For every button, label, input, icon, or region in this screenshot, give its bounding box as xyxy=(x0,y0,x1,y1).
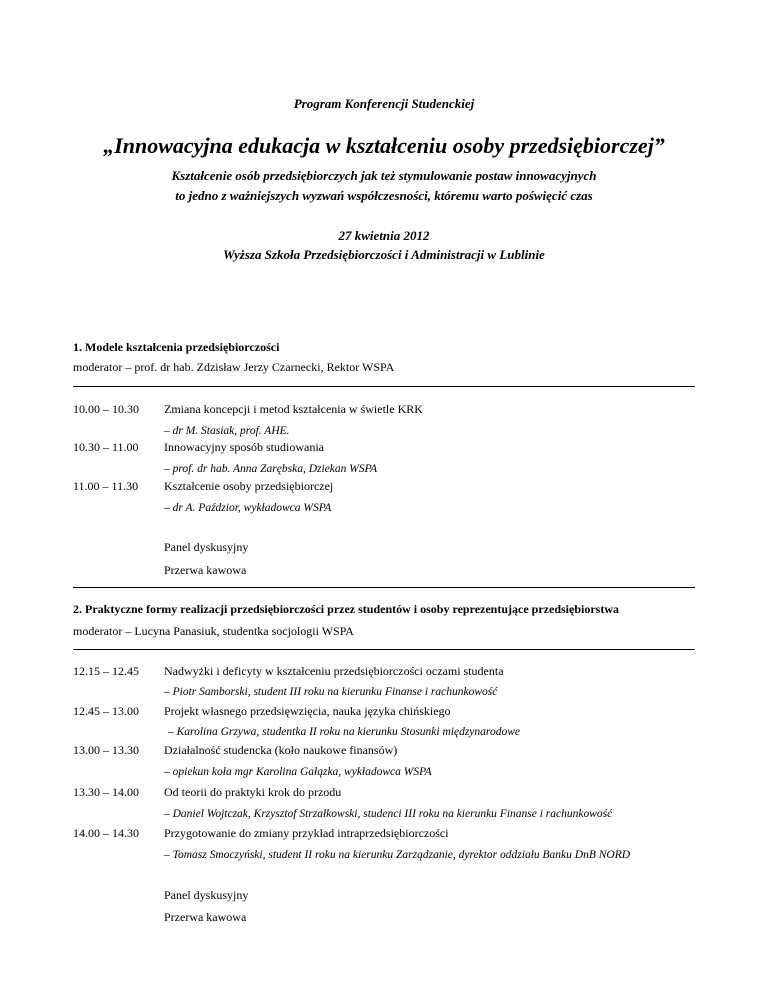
session-topic: Od teorii do praktyki krok do przodu xyxy=(164,785,342,799)
session-time: 12.45 – 13.00 xyxy=(73,704,139,718)
section-2-moderator: moderator – Lucyna Panasiuk, studentka socjologii WSPA xyxy=(73,624,354,638)
session-speaker: – Tomasz Smoczyński, student II roku na kierunku Zarządzanie, dyrektor oddziału Banku DnB NORD xyxy=(164,849,631,861)
session-topic: Kształcenie osoby przedsiębiorczej xyxy=(164,479,334,493)
section-1-panel: Panel dyskusyjny xyxy=(164,540,249,554)
session-topic: Nadwyżki i deficyty w kształceniu przedsiębiorczości oczami studenta xyxy=(164,664,504,678)
subtitle-line-1: Kształcenie osób przedsiębiorczych jak też stymulowanie postaw innowacyjnych xyxy=(171,168,597,183)
session-topic: Zmiana koncepcji i metod kształcenia w świetle KRK xyxy=(164,402,423,416)
section-2-title: 2. Praktyczne formy realizacji przedsiębiorczości przez studentów i osoby reprezentujące przedsiębiorstwa xyxy=(73,602,619,616)
session-speaker: – Daniel Wojtczak, Krzysztof Strzałkowski, studenci III roku na kierunku Finanse i rachunkowość xyxy=(164,808,613,820)
session-topic: Innowacyjny sposób studiowania xyxy=(164,440,324,454)
session-time: 13.30 – 14.00 xyxy=(73,785,139,799)
conference-venue: Wyższa Szkoła Przedsiębiorczości i Administracji w Lublinie xyxy=(223,247,545,262)
session-speaker: – prof. dr hab. Anna Zarębska, Dziekan WSPA xyxy=(164,463,378,475)
subtitle-line-2: to jedno z ważniejszych wyzwań współczesności, któremu warto poświęcić czas xyxy=(175,188,593,203)
section-1-divider xyxy=(73,386,695,387)
section-2-panel: Panel dyskusyjny xyxy=(164,888,249,902)
section-1-moderator: moderator – prof. dr hab. Zdzisław Jerzy Czarnecki, Rektor WSPA xyxy=(73,360,395,374)
section-2-break: Przerwa kawowa xyxy=(164,910,247,924)
section-2-divider xyxy=(73,649,695,650)
conference-title: „Innowacyjna edukacja w kształceniu osoby przedsiębiorczej” xyxy=(103,133,665,158)
session-speaker: – opiekun koła mgr Karolina Gałązka, wykładowca WSPA xyxy=(164,766,432,778)
session-time: 12.15 – 12.45 xyxy=(73,664,139,678)
session-speaker: – dr M. Stasiak, prof. AHE. xyxy=(164,425,290,437)
conference-date: 27 kwietnia 2012 xyxy=(338,228,430,243)
session-topic: Działalność studencka (koło naukowe finansów) xyxy=(164,743,398,757)
section-1-break: Przerwa kawowa xyxy=(164,563,247,577)
session-speaker: – Piotr Samborski, student III roku na kierunku Finanse i rachunkowość xyxy=(164,686,498,698)
session-speaker: – Karolina Grzywa, studentka II roku na kierunku Stosunki międzynarodowe xyxy=(168,726,520,738)
session-time: 11.00 – 11.30 xyxy=(73,479,139,493)
session-speaker: – dr A. Paździor, wykładowca WSPA xyxy=(164,502,332,514)
session-topic: Projekt własnego przedsięwzięcia, nauka języka chińskiego xyxy=(164,704,451,718)
session-time: 14.00 – 14.30 xyxy=(73,826,139,840)
session-time: 10.00 – 10.30 xyxy=(73,402,139,416)
session-time: 13.00 – 13.30 xyxy=(73,743,139,757)
section-1-bottom-divider xyxy=(73,587,695,588)
session-time: 10.30 – 11.00 xyxy=(73,440,139,454)
session-topic: Przygotowanie do zmiany przykład intraprzedsiębiorczości xyxy=(164,826,449,840)
section-1-title: 1. Modele kształcenia przedsiębiorczości xyxy=(73,340,280,354)
program-heading: Program Konferencji Studenckiej xyxy=(293,96,475,111)
